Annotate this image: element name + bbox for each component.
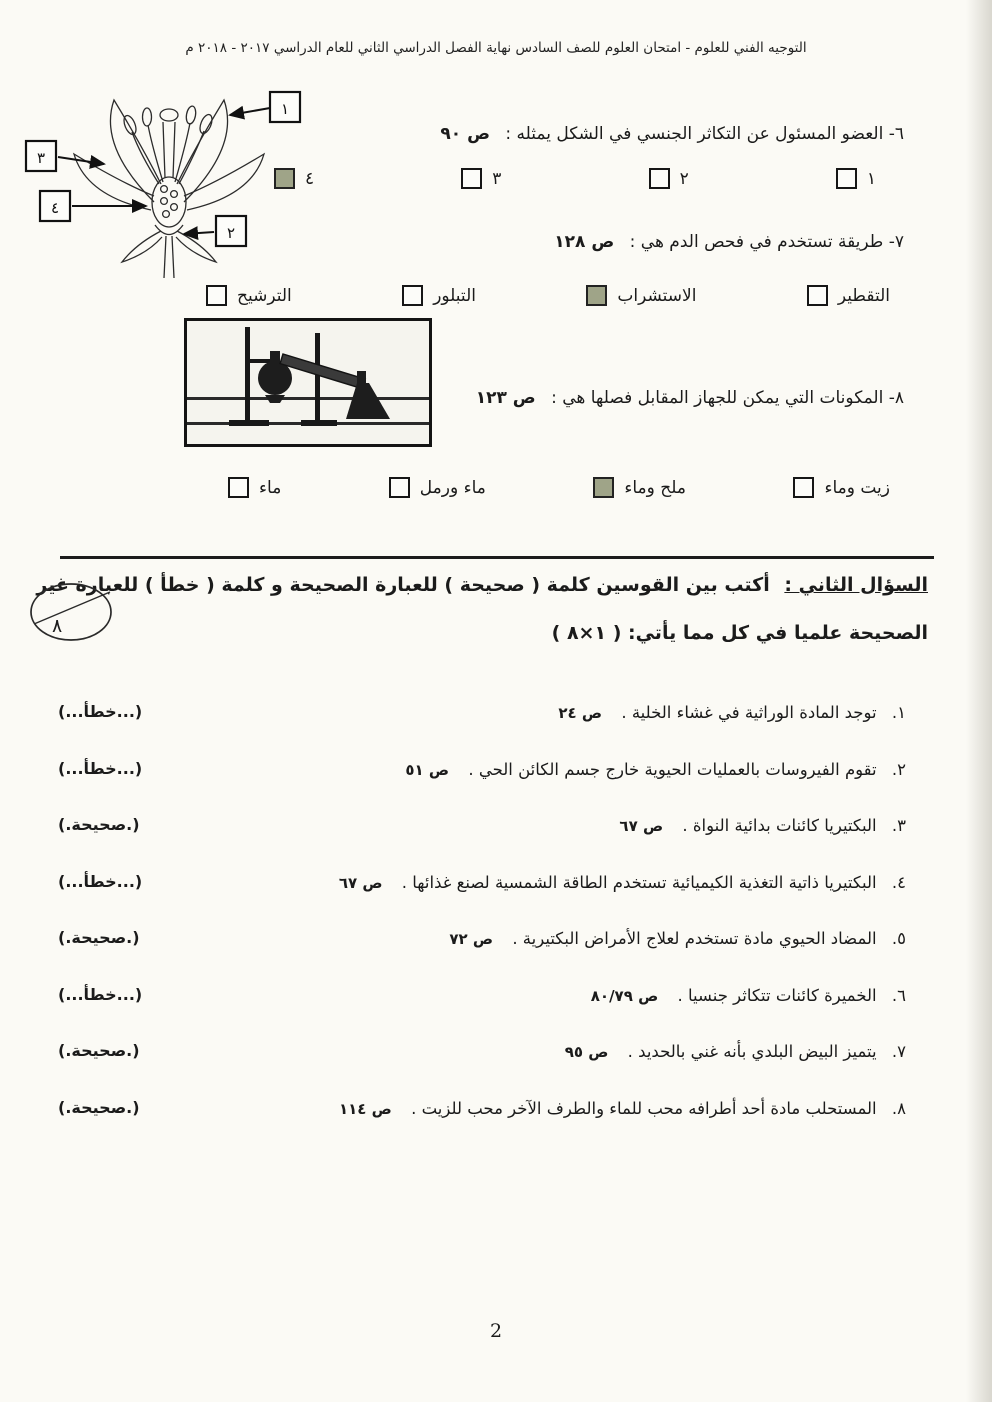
- statement-row-6: [58, 985, 906, 1007]
- q6-body: العضو المسئول عن التكاثر الجنسي في الشكل يمثله :: [505, 124, 884, 144]
- q8-option-3-checkbox[interactable]: [389, 477, 410, 498]
- q7-option-2[interactable]: [586, 285, 696, 306]
- section-divider: [60, 556, 934, 559]
- statement-1-number: ١.: [891, 703, 906, 722]
- diagram-label-1: ١: [280, 100, 290, 118]
- statement-4-answer: (...خطأ...): [58, 871, 143, 891]
- q7-option-3-label: التبلور: [433, 285, 476, 306]
- statement-3-number: ٣.: [891, 816, 906, 835]
- scan-edge-shadow: [966, 0, 992, 1402]
- q8-option-2[interactable]: [593, 477, 686, 498]
- q6-option-3-label: ٣: [492, 168, 502, 189]
- q6-page-ref: ص ٩٠: [440, 124, 490, 144]
- q8-option-1[interactable]: [793, 477, 890, 498]
- q8-body: المكونات التي يمكن للجهاز المقابل فصلها هي :: [551, 388, 884, 408]
- q8-options-row: [228, 477, 890, 498]
- score-value: ٨: [52, 615, 63, 637]
- q8-option-2-checkbox[interactable]: [593, 477, 614, 498]
- q6-option-2[interactable]: [649, 168, 689, 189]
- q8-option-4-label: ماء: [259, 477, 282, 498]
- statement-row-4: [58, 872, 906, 894]
- statement-5-text: المضاد الحيوي مادة تستخدم لعلاج الأمراض البكتيرية .: [512, 929, 877, 948]
- statement-2-number: ٢.: [891, 759, 906, 779]
- q8-option-1-label: زيت وماء: [824, 477, 890, 498]
- q7-body: طريقة تستخدم في فحص الدم هي :: [629, 232, 884, 252]
- statement-5-number: ٥.: [891, 929, 906, 948]
- statement-row-8: [58, 1098, 906, 1120]
- q7-number: ٧-: [888, 232, 904, 252]
- q6-option-2-label: ٢: [679, 168, 689, 189]
- score-oval: [28, 580, 114, 644]
- section2-heading-line1: [36, 574, 928, 596]
- page-number: 2: [489, 1320, 503, 1342]
- apparatus-drawing: [187, 327, 429, 426]
- section2-title: السؤال الثاني :: [784, 574, 928, 596]
- statement-1-text: توجد المادة الوراثية في غشاء الخلية .: [621, 703, 877, 722]
- statement-6-number: ٦.: [891, 985, 906, 1005]
- q8-option-4[interactable]: [228, 477, 281, 498]
- statement-6-text: الخميرة كائنات تتكاثر جنسيا .: [677, 985, 877, 1005]
- q6-option-3[interactable]: [461, 168, 501, 189]
- q7-option-1-label: التقطير: [837, 285, 890, 306]
- q7-option-3[interactable]: [402, 285, 476, 306]
- statement-1-page-ref: ص ٢٤: [558, 704, 603, 722]
- q8-option-4-checkbox[interactable]: [228, 477, 249, 498]
- q7-option-3-checkbox[interactable]: [402, 285, 423, 306]
- score-oval-svg: [28, 580, 114, 644]
- statement-3-answer: (.صحيحة.): [58, 815, 140, 834]
- statement-5-answer: (.صحيحة.): [58, 928, 140, 947]
- question-8-text: [476, 388, 904, 408]
- q7-option-4-checkbox[interactable]: [206, 285, 227, 306]
- flower-diagram-svg: [20, 84, 322, 282]
- statement-8-answer: (.صحيحة.): [58, 1097, 140, 1117]
- q7-page-ref: ص ١٢٨: [554, 232, 615, 252]
- statement-row-5: [58, 928, 906, 950]
- diagram-label-2: ٢: [226, 224, 236, 242]
- statement-3-page-ref: ص ٦٧: [619, 817, 664, 835]
- q7-option-1-checkbox[interactable]: [807, 285, 828, 306]
- q7-option-1[interactable]: [807, 285, 890, 306]
- q7-option-4[interactable]: [206, 285, 292, 306]
- q7-option-2-checkbox[interactable]: [586, 285, 607, 306]
- q6-number: ٦-: [888, 124, 904, 144]
- statement-5-page-ref: ص ٧٢: [449, 930, 494, 948]
- statement-7-answer: (.صحيحة.): [58, 1041, 140, 1060]
- q6-option-4-label: ٤: [305, 168, 315, 189]
- section2-heading-line2: الصحيحة علميا في كل مما يأتي: ( ١×٨ ): [551, 622, 928, 644]
- statement-4-number: ٤.: [891, 872, 906, 892]
- diagram-label-boxes: [26, 92, 300, 246]
- statement-row-1: [58, 702, 906, 724]
- diagram-label-3: ٣: [36, 149, 46, 167]
- q6-option-2-checkbox[interactable]: [649, 168, 670, 189]
- statement-6-answer: (...خطأ...): [58, 984, 143, 1004]
- statement-6-page-ref: ص ٨٠/٧٩: [590, 986, 659, 1005]
- statement-8-text: المستحلب مادة أحد أطرافه محب للماء والطرف الآخر محب للزيت .: [411, 1098, 877, 1118]
- statement-1-answer: (...خطأ...): [58, 702, 143, 721]
- q7-option-2-label: الاستشراب: [617, 285, 697, 306]
- statement-8-page-ref: ص ١١٤: [338, 1099, 392, 1118]
- q6-option-1-label: ١: [866, 168, 876, 189]
- statement-4-page-ref: ص ٦٧: [338, 873, 383, 892]
- apparatus-svg: [187, 321, 429, 444]
- q6-option-1-checkbox[interactable]: [836, 168, 857, 189]
- statement-2-text: تقوم الفيروسات بالعمليات الحيوية خارج جسم الكائن الحي .: [468, 759, 877, 779]
- statement-3-text: البكتيريا كائنات بدائية النواة .: [682, 816, 877, 835]
- statement-4-text: البكتيريا ذاتية التغذية الكيميائية تستخدم الطاقة الشمسية لصنع غذائها .: [401, 872, 877, 892]
- q8-option-3-label: ماء ورمل: [419, 477, 486, 498]
- statement-row-3: [58, 815, 906, 837]
- q8-page-ref: ص ١٢٣: [475, 388, 536, 408]
- page-header: التوجيه الفني للعلوم - امتحان العلوم للصف السادس نهاية الفصل الدراسي الثاني للعام الدراسي ٢٠١٧ - ٢٠١٨ م: [185, 40, 807, 56]
- q7-option-4-label: الترشيح: [237, 285, 292, 306]
- q8-option-3[interactable]: [389, 477, 486, 498]
- distillation-apparatus-figure: [184, 318, 432, 447]
- section2-instruction: أكتب بين القوسين كلمة ( صحيحة ) للعبارة الصحيحة و كلمة ( خطأ ) للعبارة غير: [36, 574, 770, 596]
- q6-option-1[interactable]: [836, 168, 876, 189]
- statement-8-number: ٨.: [891, 1098, 906, 1118]
- statement-row-2: [58, 759, 906, 781]
- question-6-text: [440, 124, 904, 144]
- flower-diagram: [20, 84, 322, 282]
- statement-7-page-ref: ص ٩٥: [564, 1043, 609, 1061]
- q8-option-1-checkbox[interactable]: [793, 477, 814, 498]
- statement-row-7: [58, 1041, 906, 1063]
- q6-options-row: [274, 168, 876, 189]
- q7-options-row: [206, 285, 890, 306]
- statement-2-page-ref: ص ٥١: [405, 760, 450, 779]
- statement-7-text: يتميز البيض البلدي بأنه غني بالحديد .: [627, 1042, 877, 1061]
- q8-option-2-label: ملح وماء: [624, 477, 686, 498]
- diagram-label-4: ٤: [50, 199, 60, 217]
- q8-number: ٨-: [888, 388, 904, 408]
- statement-2-answer: (...خطأ...): [58, 758, 143, 778]
- q6-option-3-checkbox[interactable]: [461, 168, 482, 189]
- flower-drawing: [74, 100, 264, 278]
- statements-list: [58, 702, 906, 1154]
- question-7-text: [554, 232, 904, 252]
- statement-7-number: ٧.: [891, 1042, 906, 1061]
